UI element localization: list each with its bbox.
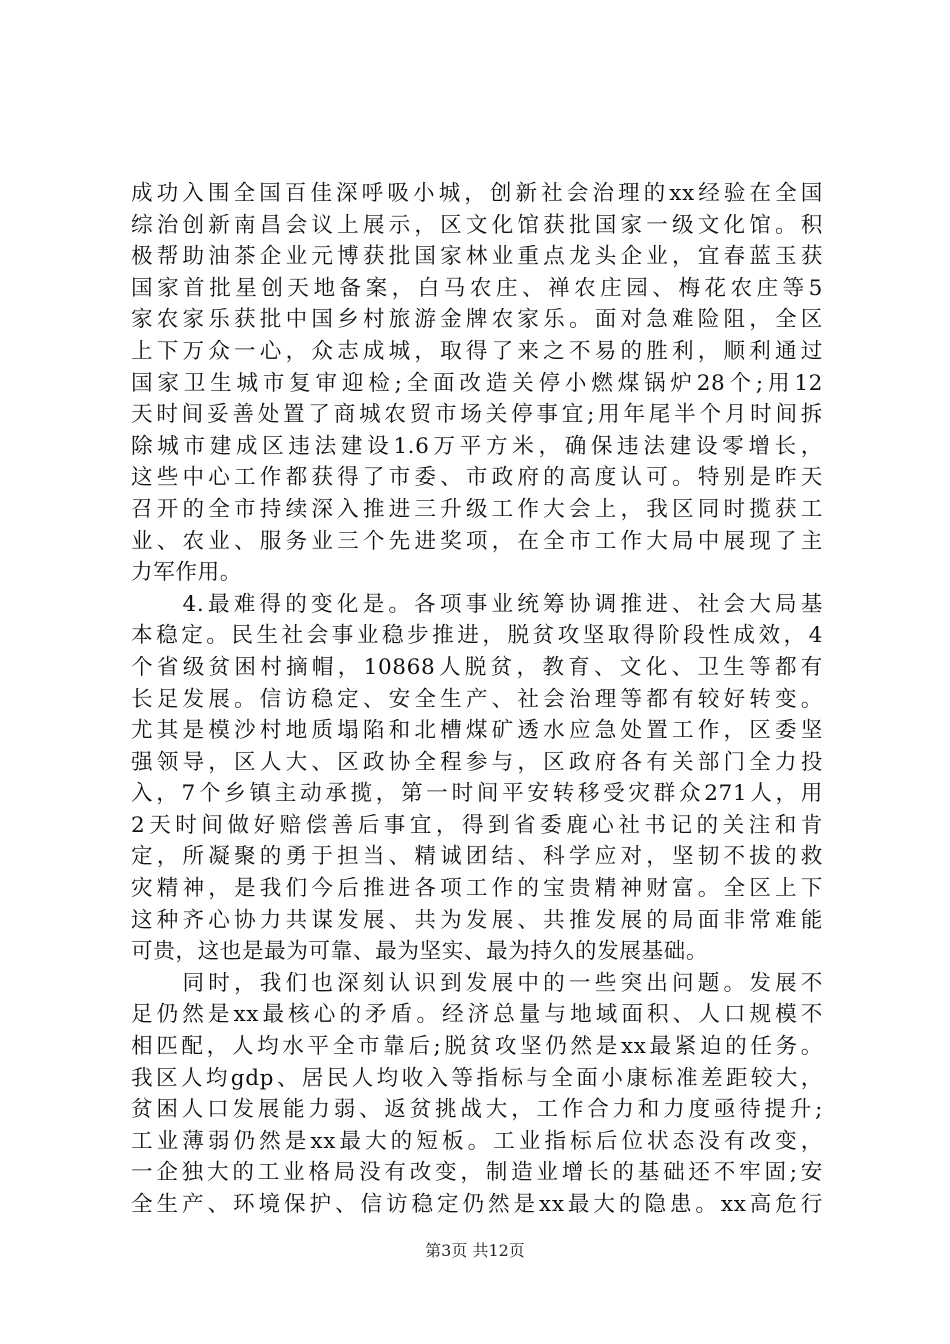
text-line: 天时间妥善处置了商城农贸市场关停事宜;用年尾半个月时间拆 (131, 402, 823, 428)
text-line: 强领导，区人大、区政协全程参与，区政府各有关部门全力投 (131, 749, 823, 775)
text-line: 4.最难得的变化是。各项事业统筹协调推进、社会大局基 (131, 591, 823, 617)
text-line: 个省级贫困村摘帽，10868人脱贫，教育、文化、卫生等都有 (131, 654, 823, 680)
text-line: 国家卫生城市复审迎检;全面改造关停小燃煤锅炉28个;用12 (131, 370, 823, 396)
text-line: 极帮助油茶企业元博获批国家林业重点龙头企业，宜春蓝玉获 (131, 244, 823, 270)
text-line: 同时，我们也深刻认识到发展中的一些突出问题。发展不 (131, 970, 823, 996)
text-line: 我区人均gdp、居民人均收入等指标与全面小康标准差距较大， (131, 1065, 823, 1091)
text-line: 召开的全市持续深入推进三升级工作大会上，我区同时揽获工 (131, 496, 823, 522)
text-line: 力军作用。 (131, 560, 242, 586)
text-line: 2天时间做好赔偿善后事宜，得到省委鹿心社书记的关注和肯 (131, 812, 823, 838)
document-body (131, 178, 823, 1221)
text-line: 家农家乐获批中国乡村旅游金牌农家乐。面对急难险阻，全区 (131, 307, 823, 333)
text-line: 工业薄弱仍然是xx最大的短板。工业指标后位状态没有改变， (131, 1128, 823, 1154)
text-line: 上下万众一心，众志成城，取得了来之不易的胜利，顺利通过 (131, 338, 823, 364)
text-line: 成功入围全国百佳深呼吸小城，创新社会治理的xx经验在全国 (131, 181, 823, 206)
text-line: 足仍然是xx最核心的矛盾。经济总量与地域面积、人口规模不 (131, 1002, 823, 1028)
text-line: 综治创新南昌会议上展示，区文化馆获批国家一级文化馆。积 (131, 212, 823, 238)
text-line: 这些中心工作都获得了市委、市政府的高度认可。特别是昨天 (131, 465, 823, 491)
text-line: 定，所凝聚的勇于担当、精诚团结、科学应对，坚韧不拔的救 (131, 844, 823, 870)
text-line: 本稳定。民生社会事业稳步推进，脱贫攻坚取得阶段性成效，4 (131, 623, 823, 649)
text-line: 全生产、环境保护、信访稳定仍然是xx最大的隐患。xx高危行 (131, 1192, 823, 1217)
text-line: 一企独大的工业格局没有改变，制造业增长的基础还不牢固;安 (131, 1160, 823, 1186)
text-line: 相匹配，人均水平全市靠后;脱贫攻坚仍然是xx最紧迫的任务。 (131, 1034, 823, 1060)
text-line: 除城市建成区违法建设1.6万平方米，确保违法建设零增长， (131, 433, 823, 459)
text-line: 尤其是模沙村地质塌陷和北槽煤矿透水应急处置工作，区委坚 (131, 718, 823, 744)
text-line: 业、农业、服务业三个先进奖项，在全市工作大局中展现了主 (131, 528, 823, 554)
text-line: 长足发展。信访稳定、安全生产、社会治理等都有较好转变。 (131, 686, 823, 712)
text-line: 国家首批星创天地备案，白马农庄、禅农庄园、梅花农庄等5 (131, 275, 823, 301)
text-line: 灾精神，是我们今后推进各项工作的宝贵精神财富。全区上下 (131, 876, 823, 902)
page-footer: 第3页 共12页 (425, 1241, 525, 1260)
text-line: 这种齐心协力共谋发展、共为发展、共推发展的局面非常难能 (131, 907, 823, 933)
text-line: 贫困人口发展能力弱、返贫挑战大，工作合力和力度亟待提升; (131, 1097, 823, 1123)
text-line: 入，7个乡镇主动承揽，第一时间平安转移受灾群众271人，用 (131, 781, 823, 807)
text-line: 可贵，这也是最为可靠、最为坚实、最为持久的发展基础。 (131, 939, 709, 965)
